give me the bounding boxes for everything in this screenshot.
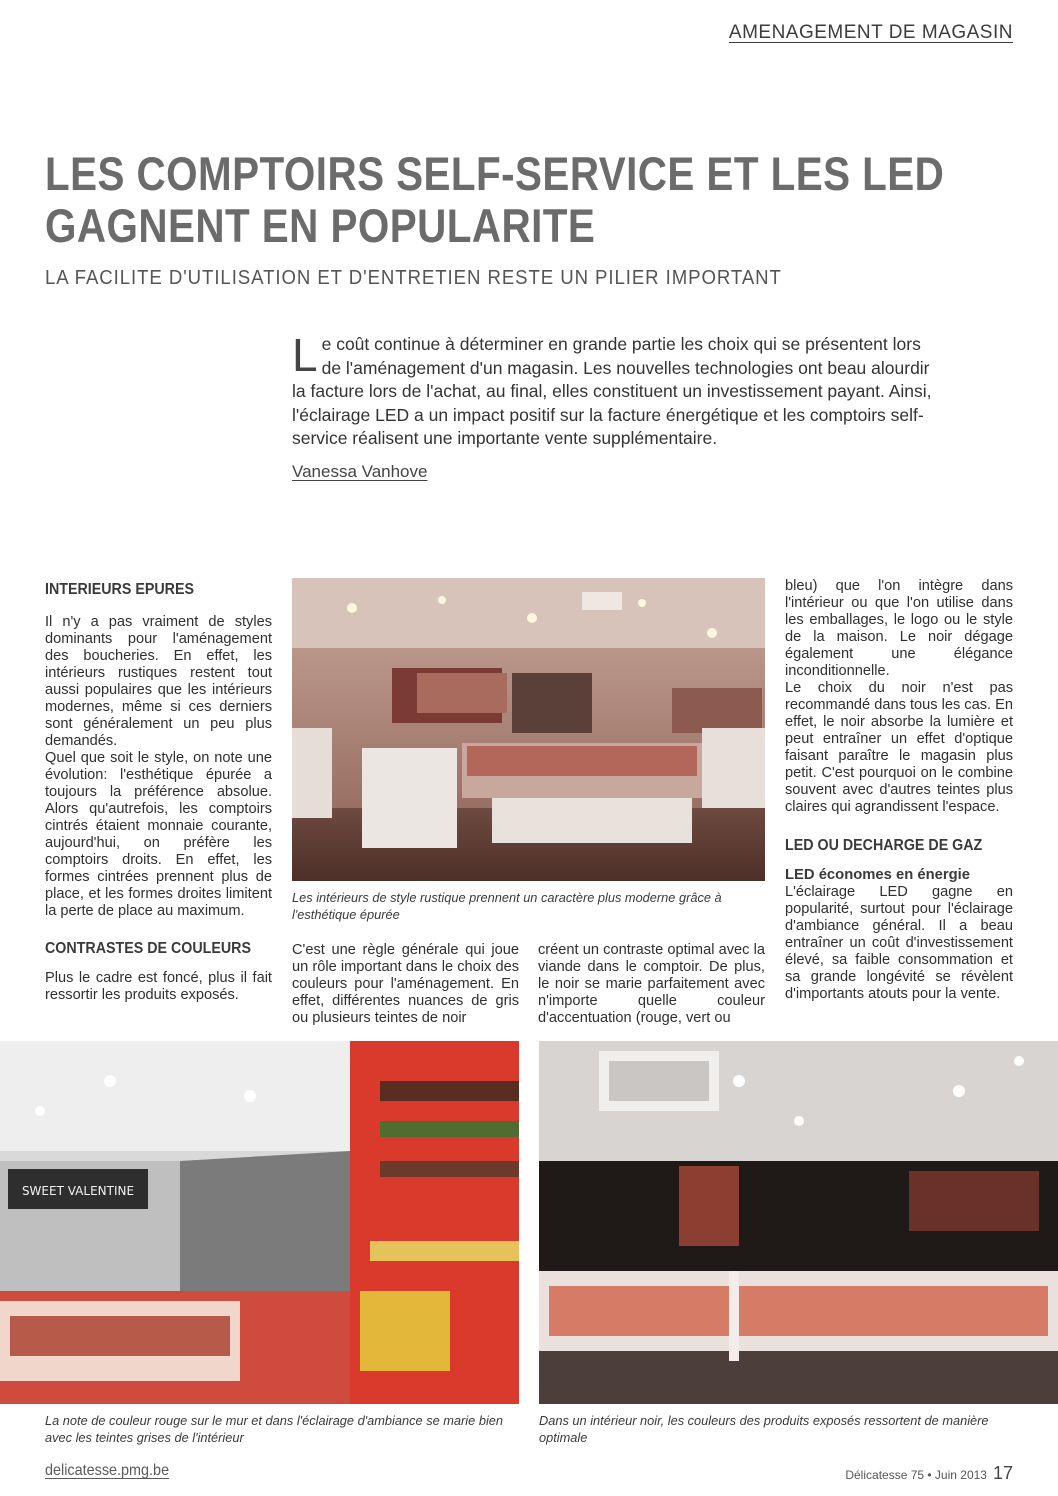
column-2 xyxy=(292,942,519,1027)
heading-contrastes: CONTRASTES DE COULEURS xyxy=(45,940,251,957)
intro-paragraph xyxy=(292,329,932,451)
article-subtitle: LA FACILITE D'UTILISATION ET D'ENTRETIEN RESTE UN PILIER IMPORTANT xyxy=(45,267,782,289)
intro-text: e coût continue à déterminer en grande partie les choix qui se présentent lors de l'aménagement d'un magasin. Les nouvelles technologies ont beau alourdir la facture lors de l'achat, au final, elles constituent un investissement payant. Ainsi, l'éclairage LED a un impact positif sur la facture énergétique et les comptoirs self-service réalisent une importante vente supplémentaire. xyxy=(292,334,932,448)
drop-cap: L xyxy=(292,329,318,381)
title-line-1: LES COMPTOIRS SELF-SERVICE ET LES LED xyxy=(45,147,945,200)
caption-left-photo: La note de couleur rouge sur le mur et dans l'éclairage d'ambiance se marie bien avec les teintes grises de l'intérieur xyxy=(45,1413,504,1445)
heading-led: LED OU DECHARGE DE GAZ xyxy=(785,837,983,854)
black-interior-illustration xyxy=(539,1041,1058,1404)
col4-paragraph-1: bleu) que l'on intègre dans l'intérieur ou que l'on utilise dans les emballages, le logo ou le style de la maison. Le noir dégage également une élégance inconditionnelle. xyxy=(785,578,1013,679)
col2-paragraph: C'est une règle générale qui joue un rôle important dans le choix des couleurs pour l'aménagement. En effet, différentes nuances de gris ou plusieurs teintes de noir xyxy=(292,942,519,1026)
caption-right-photo: Dans un intérieur noir, les couleurs des produits exposés ressortent de manière optimale xyxy=(539,1413,989,1445)
rustic-shop-illustration xyxy=(292,578,765,881)
footer-issue: Délicatesse 75 • Juin 2013 xyxy=(845,1468,987,1482)
title-line-2: GAGNENT EN POPULARITE xyxy=(45,199,596,252)
col3-paragraph: créent un contraste optimal avec la viande dans le comptoir. De plus, le noir se marie parfaitement avec n'importe quelle couleur d'accentuation (rouge, vert ou xyxy=(538,942,765,1026)
caption-top-photo: Les intérieurs de style rustique prennent un caractère plus moderne grâce à l'esthétique épurée xyxy=(292,890,722,922)
page-number: 17 xyxy=(992,1463,1013,1483)
photo-black-interior-shop xyxy=(539,1041,1058,1404)
footer-issue-info xyxy=(845,1463,1013,1484)
chalkboard-text: SWEET VALENTINE xyxy=(21,1184,135,1198)
heading-interieurs-epures: INTERIEURS EPURES xyxy=(45,581,194,598)
author-name: Vanessa Vanhove xyxy=(292,462,428,481)
column-4 xyxy=(785,578,1013,1003)
subheading-led: LED économes en énergie xyxy=(785,867,971,883)
photo-rustic-shop xyxy=(292,578,765,881)
col1-paragraph-3: Plus le cadre est foncé, plus il fait ressortir les produits exposés. xyxy=(45,970,272,1003)
column-1 xyxy=(45,580,272,1004)
red-wall-illustration xyxy=(0,1041,519,1404)
col1-paragraph-2: Quel que soit le style, on note une évolution: l'esthétique épurée a toujours la préférence absolue. Alors qu'autrefois, les comptoirs cintrés étaient monnaie courante, aujourd'hui, on préfère les comptoirs droits. En effet, les formes cintrées prennent plus de place, et les formes droites limitent la perte de place au maximum. xyxy=(45,750,272,919)
col4-paragraph-3: L'éclairage LED gagne en popularité, surtout pour l'éclairage d'ambiance général. Il a beau entraîner un coût d'investissement élevé, sa faible consommation et sa grande longévité se révèlent d'importants atouts pour la vente. xyxy=(785,884,1013,1002)
column-3 xyxy=(538,942,765,1027)
footer-website-link[interactable]: delicatesse.pmg.be xyxy=(45,1462,170,1479)
article-title xyxy=(45,147,945,252)
section-tag: AMENAGEMENT DE MAGASIN xyxy=(728,22,1013,43)
col1-paragraph-1: Il n'y a pas vraiment de styles dominants pour l'aménagement des boucheries. En effet, les intérieurs rustiques restent tout aussi populaires que les intérieurs modernes, même si ces derniers sont généralement un peu plus demandés. xyxy=(45,614,272,749)
col4-paragraph-2: Le choix du noir n'est pas recommandé dans tous les cas. En effet, le noir absorbe la lumière et peut entraîner un effet d'optique faisant paraître le magasin plus petit. C'est pourquoi on le combine souvent avec d'autres teintes plus claires qui agrandissent l'espace. xyxy=(785,680,1013,815)
photo-red-wall-shop xyxy=(0,1041,519,1404)
